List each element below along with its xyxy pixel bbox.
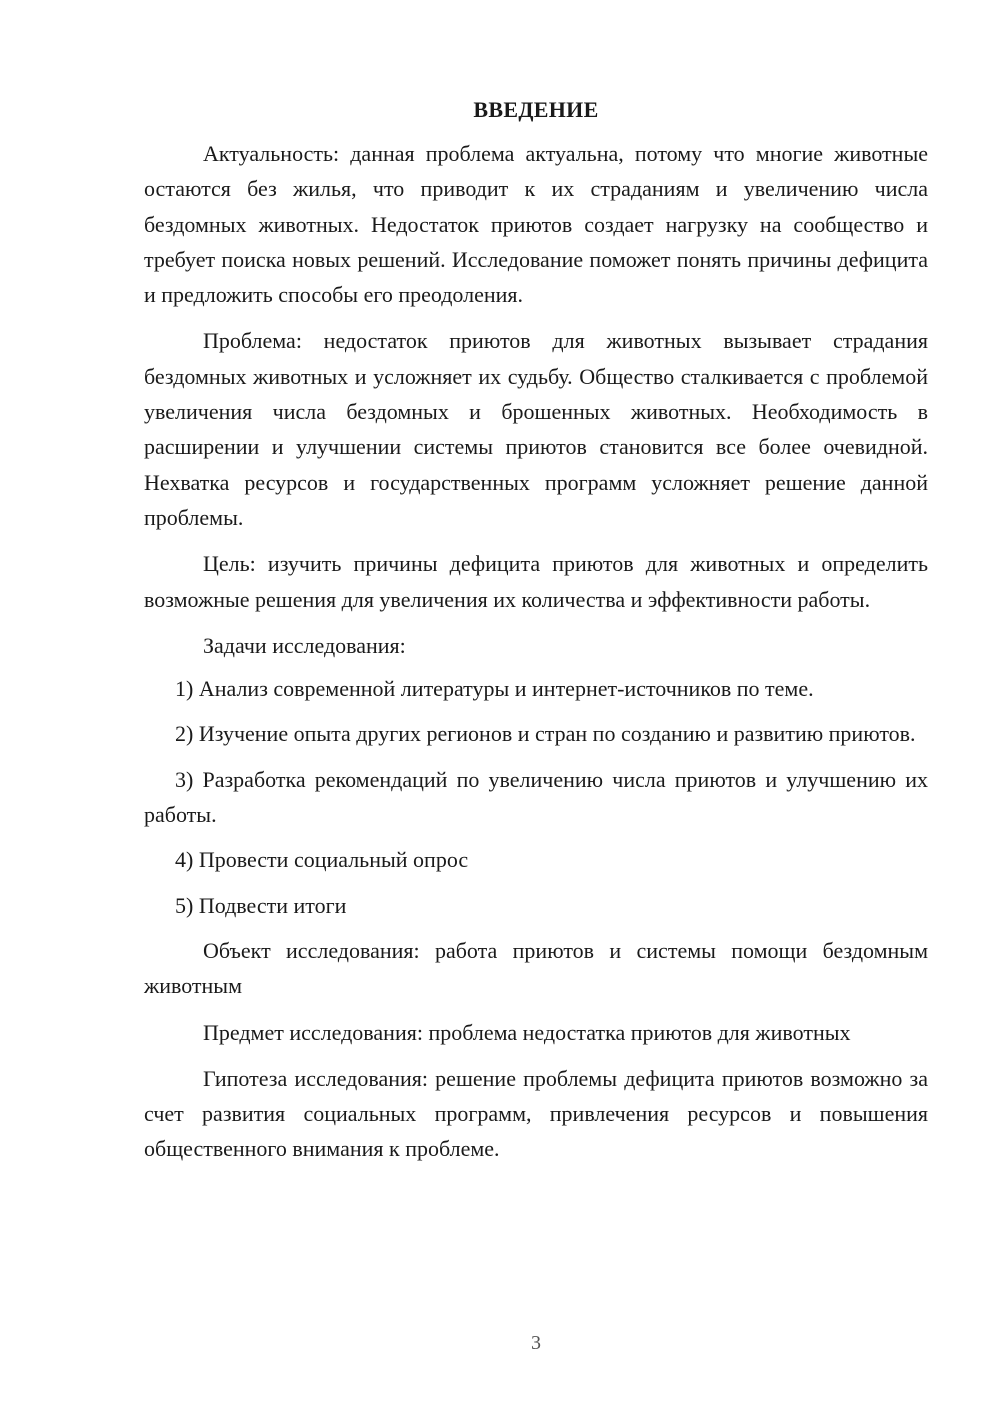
problem-paragraph: Проблема: недостаток приютов для животных вызывает страдания бездомных животных и усложняет их судьбу. Общество сталкивается с проблемой увеличения числа бездомных и брошенных животных. Необходимость в расширении и улучшении системы приютов становится все более очевидной. Нехватка ресурсов и государственных программ усложняет решение данной проблемы. <box>144 328 928 530</box>
relevance-paragraph: Актуальность: данная проблема актуальна, потому что многие животные остаются без жилья, что приводит к их страданиям и увеличению числа бездомных животных. Недостаток приютов создает нагрузку на сообщество и требует поиска новых решений. Исследование поможет понять причины дефицита и предложить способы его преодоления. <box>144 141 928 308</box>
task-item-3: 3) Разработка рекомендаций по увеличению числа приютов и улучшению их работы. <box>144 766 928 828</box>
hypothesis-paragraph: Гипотеза исследования: решение проблемы дефицита приютов возможно за счет развития социальных программ, привлечения ресурсов и повышения общественного внимания к проблеме. <box>144 1065 928 1162</box>
subject-paragraph: Предмет исследования: проблема недостатка приютов для животных <box>203 1019 851 1045</box>
task-item-4: 4) Провести социальный опрос <box>175 847 469 873</box>
page-content <box>144 94 928 1178</box>
task-item-2: 2) Изучение опыта других регионов и стран по созданию и развитию приютов. <box>175 721 916 747</box>
task-item-5: 5) Подвести итоги <box>175 892 347 918</box>
page-number: 3 <box>531 1332 541 1354</box>
tasks-heading: Задачи исследования: <box>203 632 406 658</box>
goal-paragraph: Цель: изучить причины дефицита приютов для животных и определить возможные решения для увеличения их количества и эффективности работы. <box>144 551 928 612</box>
object-paragraph: Объект исследования: работа приютов и системы помощи бездомным животным <box>144 937 928 999</box>
page-title: ВВЕДЕНИЕ <box>473 97 599 122</box>
task-item-1: 1) Анализ современной литературы и интернет-источников по теме. <box>175 676 814 702</box>
